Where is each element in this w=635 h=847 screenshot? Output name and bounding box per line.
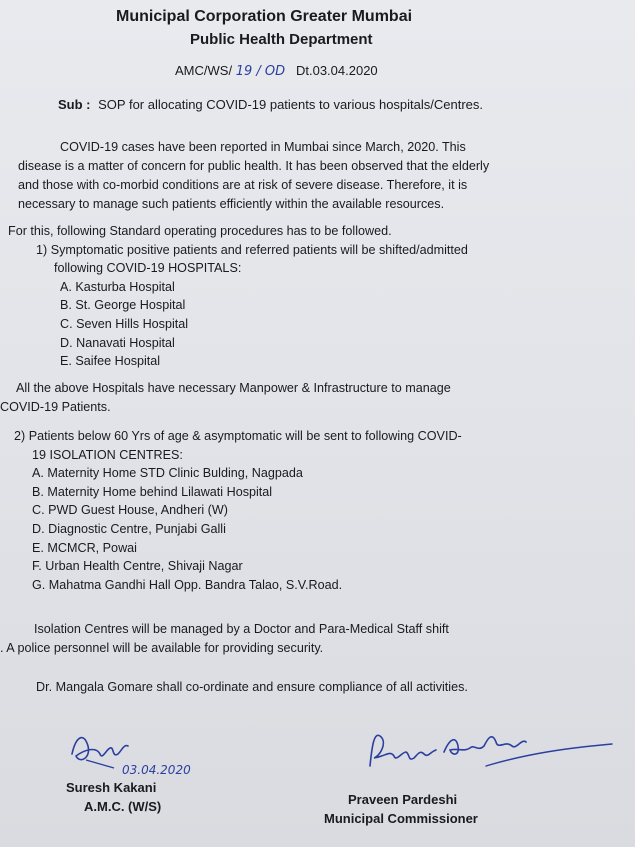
signatory-left-name: Suresh Kakani [66,780,157,795]
section2-line1: 2) Patients below 60 Yrs of age & asymptomatic will be sent to following COVID- [14,429,462,443]
intro-line: disease is a matter of concern for public health. It has been observed that the elderly [18,159,490,173]
list-item: B. St. George Hospital [60,298,186,313]
subject-label: Sub : [58,97,91,112]
intro-line: and those with co-morbid conditions are at risk of severe disease. Therefore, it is [18,178,468,192]
isolation-note [0,620,449,658]
signatory-left-title: A.M.C. (W/S) [84,799,162,814]
subject-text: SOP for allocating COVID-19 patients to various hospitals/Centres. [98,97,484,112]
section1-line1: 1) Symptomatic positive patients and referred patients will be shifted/admitted [36,242,468,257]
sop-intro: For this, following Standard operating procedures has to be followed. [8,224,392,238]
intro-line: COVID-19 cases have been reported in Mumbai since March, 2020. This [60,140,466,154]
intro-paragraph [18,138,618,214]
note2-line2: . A police personnel will be available for providing security. [0,641,324,655]
list-item: C. Seven Hills Hospital [60,316,189,331]
list-item: E. Saifee Hospital [60,354,161,369]
note2-line1: Isolation Centres will be managed by a Doctor and Para-Medical Staff shift [34,622,449,636]
signatory-right-name: Praveen Pardeshi [348,792,458,807]
org-title: Municipal Corporation Greater Mumbai [116,8,413,25]
note1-line2: COVID-19 Patients. [0,400,111,414]
signature-date: 03.04.2020 [122,763,191,777]
section2-line2: 19 ISOLATION CENTRES: [32,447,183,462]
list-item: A. Maternity Home STD Clinic Bulding, Nagpada [32,466,303,481]
hospitals-section [8,222,468,371]
reference-line [175,63,378,79]
section1-line2: following COVID-19 HOSPITALS: [54,261,242,276]
isolation-section [14,427,462,594]
date-label: Dt. [295,63,313,78]
list-item: D. Diagnostic Centre, Punjabi Galli [32,521,226,536]
hospitals-note [0,379,451,417]
signature-right [366,722,616,782]
subject-line [58,97,483,112]
list-item: E. MCMCR, Powai [32,540,137,555]
list-item: B. Maternity Home behind Lilawati Hospital [32,484,273,499]
coordinator-note: Dr. Mangala Gomare shall co-ordinate and ensure compliance of all activities. [36,680,468,694]
document-date: 03.04.2020 [312,63,378,78]
list-item: C. PWD Guest House, Andheri (W) [32,503,228,518]
reference-number: 19 / OD [235,64,286,79]
signatory-right-title: Municipal Commissioner [324,811,478,826]
reference-prefix: AMC/WS/ [175,63,233,78]
note1-line1: All the above Hospitals have necessary Manpower & Infrastructure to manage [16,381,451,395]
list-item: F. Urban Health Centre, Shivaji Nagar [32,559,243,574]
list-item: A. Kasturba Hospital [60,279,175,294]
list-item: D. Nanavati Hospital [60,335,175,350]
list-item: G. Mahatma Gandhi Hall Opp. Bandra Talao, S.V.Road. [32,577,343,592]
intro-line: necessary to manage such patients efficiently within the available resources. [18,197,445,211]
department-title: Public Health Department [190,31,373,48]
